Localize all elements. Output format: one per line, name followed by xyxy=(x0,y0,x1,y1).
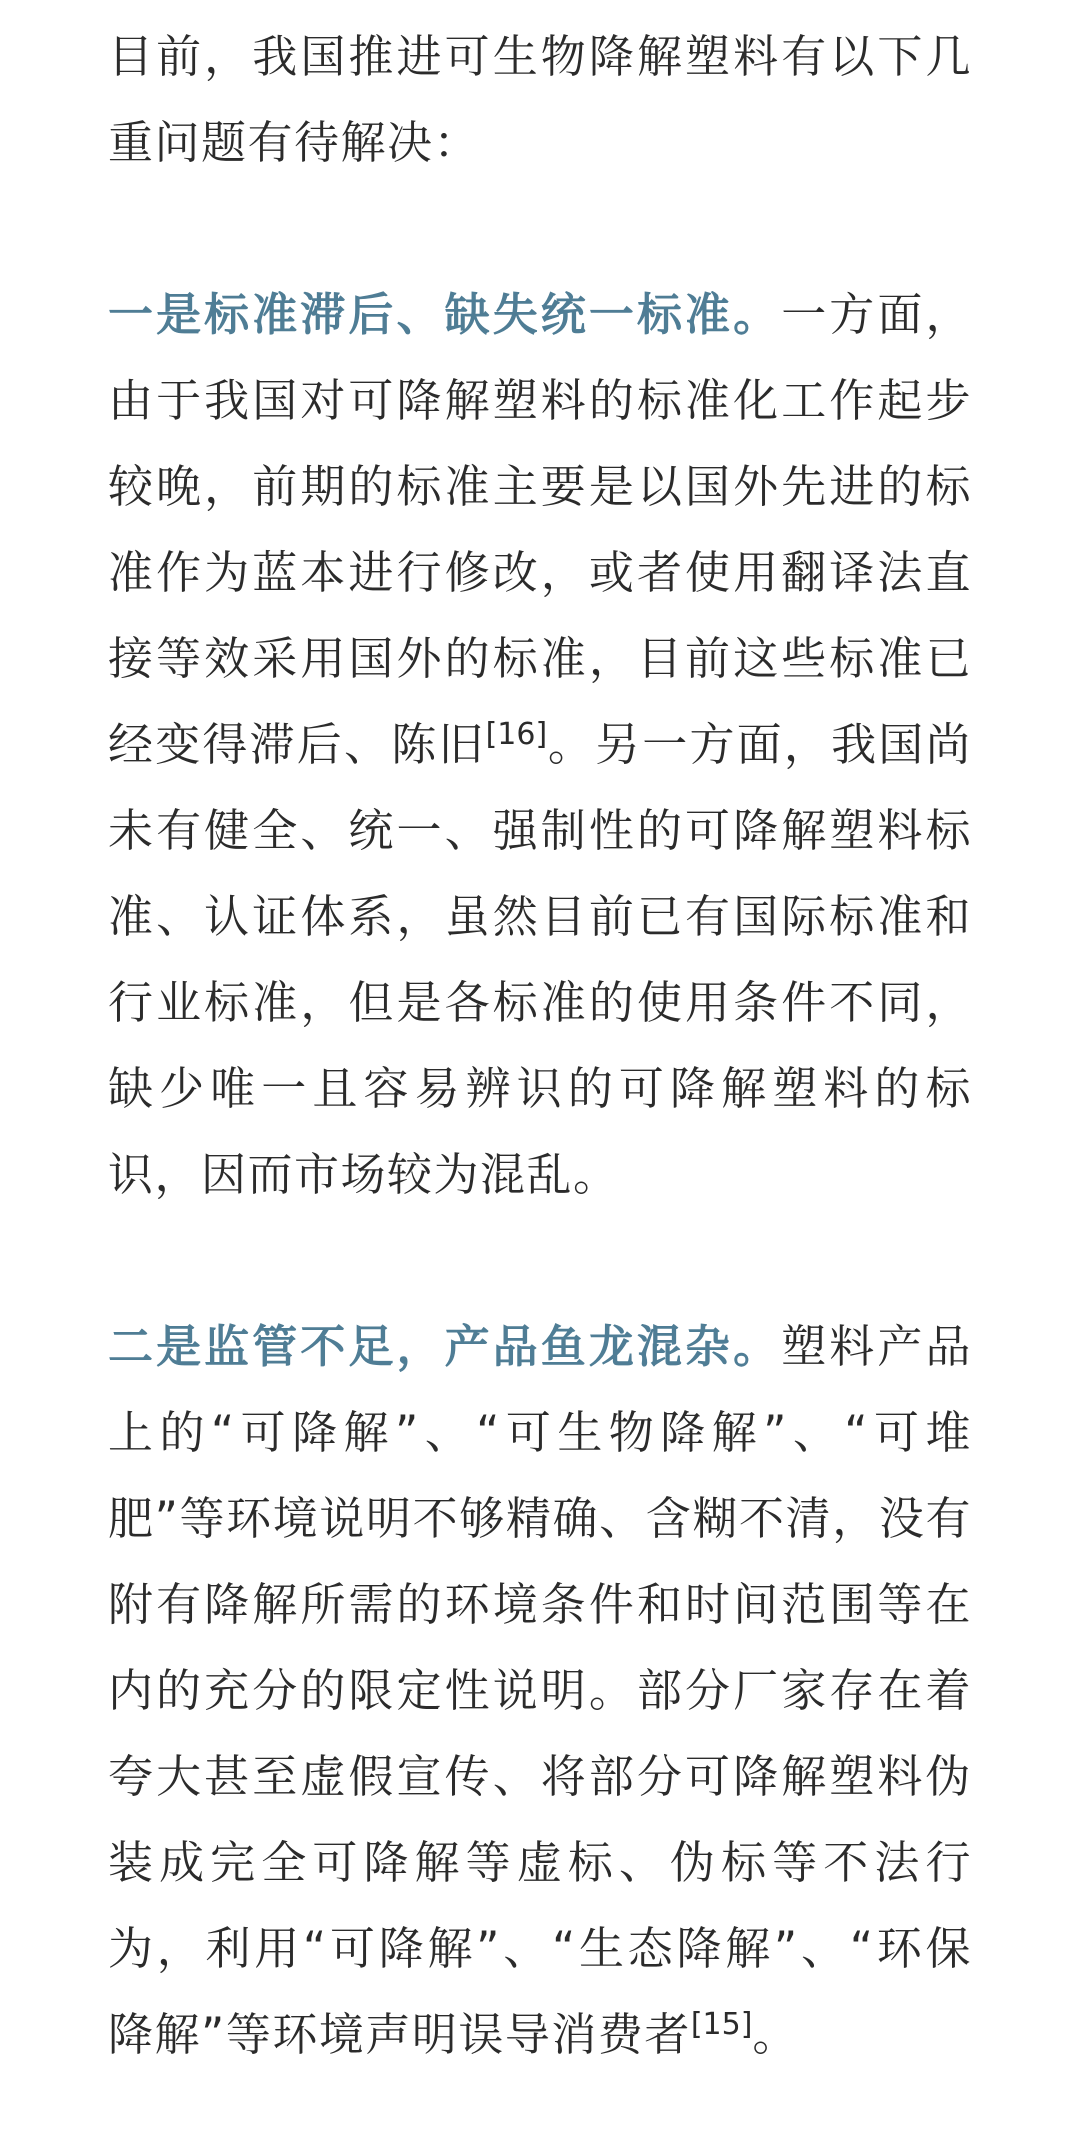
section-lead-supervision: 二是监管不足，产品鱼龙混杂。 xyxy=(108,1320,782,1373)
section-lead-standards: 一是标准滞后、缺失统一标准。 xyxy=(108,288,782,341)
article-body xyxy=(108,14,972,2078)
section-text: 。 xyxy=(752,2008,799,2061)
citation-ref[interactable]: [16] xyxy=(485,717,548,752)
section-text: 一方面，由于我国对可降解塑料的标准化工作起步较晚，前期的标准主要是以国外先进的标准作为蓝本进行修改，或者使用翻译法直接等效采用国外的标准，目前这些标准已经变得滞后、陈旧 xyxy=(108,288,972,771)
section-paragraph-supervision xyxy=(108,1304,972,2078)
section-paragraph-standards xyxy=(108,272,972,1218)
section-text: 。另一方面，我国尚未有健全、统一、强制性的可降解塑料标准、认证体系，虽然目前已有国际标准和行业标准，但是各标准的使用条件不同，缺少唯一且容易辨识的可降解塑料的标识，因而市场较为混乱。 xyxy=(108,718,972,1201)
citation-ref[interactable]: [15] xyxy=(690,2007,753,2042)
section-text: 塑料产品上的“可降解”、“可生物降解”、“可堆肥”等环境说明不够精确、含糊不清，没有附有降解所需的环境条件和时间范围等在内的充分的限定性说明。部分厂家存在着夸大甚至虚假宣传、将部分可降解塑料伪装成完全可降解等虚标、伪标等不法行为，利用“可降解”、“生态降解”、“环保降解”等环境声明误导消费者 xyxy=(108,1320,972,2061)
intro-paragraph: 目前，我国推进可生物降解塑料有以下几重问题有待解决： xyxy=(108,30,972,169)
